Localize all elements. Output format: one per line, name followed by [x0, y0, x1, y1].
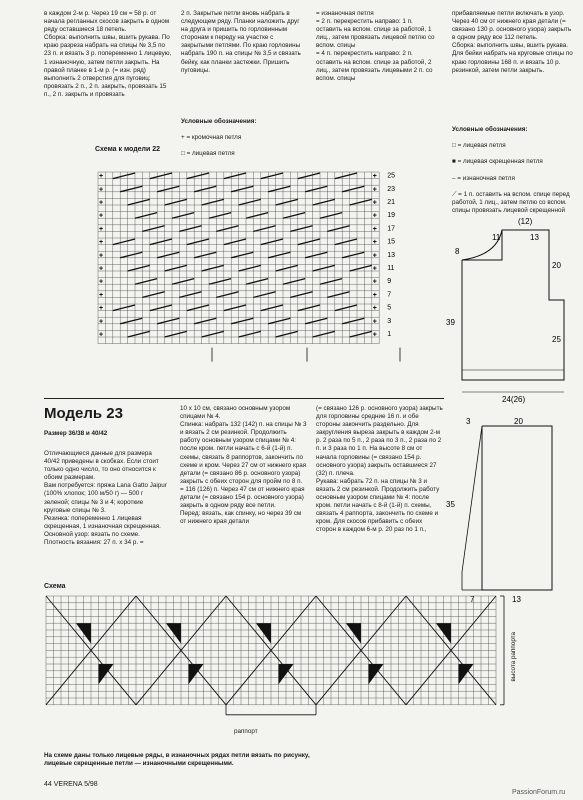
section-rule: [44, 398, 444, 399]
text-column-3: = изнаночная петля = 2 п. перекрестить направо: 1 п. оставить на вспом. спице за работой, 1 лиц., затем провязать лицевой петлю со вспом. спицы = 4 п. перекрестить направо: 2 п. оставить на вспом. спице за работой, 2 лиц., затем провязать лицевыми 2 п. со вспом. спицы: [316, 10, 435, 82]
legend-top-item: + = кромочная петля: [181, 134, 242, 142]
cable-stroke: [165, 199, 187, 205]
model23-column-3: (= связано 126 р. основного узора) закрыть для горловины средние 16 п. и обе стороны закончить раздельно. Для закругления выреза закрыть в каждом 2-м р. 2 раза по 5 п., 2 раза по 3 п., 2 раза по 2 п. и 3 раза по 1 п. На высоте 8 см от начала горловины (= связано 154 р. основного узора) закрыть оставшиеся 27 (32) п. плеча. Рукава: набрать 72 п. на спицы № 3 и вязать 2 см резинкой. Продолжить работу основным узором спицами № 4: после кром. петли начать с 8-й (1-й) п. схемы, связать 4 раппорта, закончить по схеме и кром. Для скосов прибавить с обеих сторон в каждом 6-м р. 20 раз по 1 п.,: [316, 405, 443, 534]
cable-stroke: [313, 199, 335, 205]
cable-stroke: [320, 279, 342, 285]
cable-stroke: [216, 226, 238, 232]
legend-right-item: – = изнаночная петля: [452, 174, 515, 182]
cable-stroke: [113, 173, 135, 179]
cable-stroke: [194, 252, 216, 258]
cable-stroke: [268, 252, 290, 258]
cable-stroke: [128, 265, 150, 271]
edge-stitch-mark: +: [372, 225, 377, 233]
legend-right-item: ■ = лицевая скрещенная петля: [452, 158, 543, 166]
edge-stitch-mark: +: [372, 173, 377, 181]
cable-stroke: [342, 252, 364, 258]
edge-stitch-mark: +: [99, 173, 104, 181]
cable-stroke: [209, 213, 231, 219]
scheme22-title: Схема к модели 22: [95, 146, 161, 153]
edge-stitch-mark: +: [372, 265, 377, 273]
cable-stroke: [261, 305, 283, 311]
cable-stroke: [327, 292, 349, 298]
text-column-4: прибавляемые петли включать в узор. Через 40 см от нижнего края детали (= связано 130 р. основного узора) закрыть в одном ряду все 112 петель. Сборка: выполнить швы, вшить рукава. Для бейки набрать на круговые спицы по краю горловины 168 п. и вязать 10 р. резинкой, затем петли закрыть.: [452, 10, 573, 74]
edge-stitch-mark: +: [372, 199, 377, 207]
edge-stitch-mark: +: [99, 252, 104, 260]
cable-stroke: [239, 265, 261, 271]
model23-column-1: Отличающиеся данные для размера 40/42 приведены в скобках. Если стоит только одно число, то оно относится к обоим размерам. Вам потребуется: пряжа Lana Gatto Jaipur (100% хлопок; 100 м/50 г) — 500 г зеленой; спицы № 3 и 4; короткие круговые спицы № 3. Резинка: попеременно 1 лицевая скрещенная, 1 изнаночная скрещенная. Основной узор: вязать по схеме. Плотность вязания: 27 п. х 34 р. =: [44, 450, 167, 547]
scheme23-chart: [44, 594, 524, 714]
edge-stitch-mark: +: [99, 212, 104, 220]
cable-stroke: [128, 199, 150, 205]
cable-stroke: [268, 318, 290, 324]
cable-stroke: [194, 186, 216, 192]
cable-stroke: [253, 226, 275, 232]
cable-stroke: [224, 173, 246, 179]
row-number: 3: [387, 317, 392, 325]
cable-stroke: [239, 199, 261, 205]
edge-stitch-mark: +: [99, 318, 104, 326]
dim-sleeve-a: 3: [466, 417, 471, 426]
cable-stroke: [231, 318, 253, 324]
cable-stroke: [298, 173, 320, 179]
row-number: 13: [387, 251, 395, 259]
legend-right-title: Условные обозначения:: [452, 126, 528, 134]
cable-stroke: [350, 265, 372, 271]
cable-stroke: [113, 305, 135, 311]
cable-stroke: [165, 331, 187, 337]
legend-right-item: □ = лицевая петля: [452, 142, 506, 150]
text-column-2: 2 п. Закрытые петли вновь набрать в следующем ряду. Планки наложить друг на друга и пришить по горловинным сторонам к переду на участке с закрытыми петлями. По краю горловины набрать 190 п. на спицы № 3,5 и связать бейку, как планки застежки. Пришить пуговицы.: [181, 10, 301, 74]
model23-size: Размер 36/38 и 40/42: [44, 430, 108, 437]
edge-stitch-mark: +: [372, 239, 377, 247]
cable-stroke: [350, 199, 372, 205]
scheme-note: На схеме даны только лицевые ряды, в изнаночных рядах петли вязать по рисунку, лицевые скрещенные петли — изнаночными скрещенными.: [44, 752, 310, 768]
dim-sleeve-b: 20: [514, 417, 523, 426]
cable-stroke: [276, 199, 298, 205]
cable-stroke: [350, 331, 372, 337]
dim-sleeve-c: 35: [446, 500, 455, 509]
cable-stroke: [120, 186, 142, 192]
dim-d: 20: [552, 261, 561, 270]
cable-stroke: [283, 279, 305, 285]
cable-stroke: [135, 279, 157, 285]
cable-stroke: [202, 331, 224, 337]
row-number: 21: [387, 199, 395, 206]
model23-title: Модель 23: [44, 405, 123, 422]
cable-stroke: [231, 186, 253, 192]
edge-stitch-mark: +: [99, 239, 104, 247]
cable-stroke: [335, 239, 357, 245]
edge-stitch-mark: +: [372, 252, 377, 260]
legend-top-title: Условные обозначения:: [181, 118, 257, 126]
cable-stroke: [261, 239, 283, 245]
cable-stroke: [165, 265, 187, 271]
edge-stitch-mark: +: [99, 265, 104, 273]
cable-stroke: [298, 305, 320, 311]
row-number: 23: [387, 185, 395, 193]
cable-stroke: [335, 305, 357, 311]
cable-stroke: [246, 213, 268, 219]
edge-stitch-mark: +: [372, 318, 377, 326]
row-number: 25: [387, 172, 395, 180]
edge-stitch-mark: +: [99, 225, 104, 233]
edge-stitch-mark: +: [99, 186, 104, 194]
cable-stroke: [120, 252, 142, 258]
cable-stroke: [194, 318, 216, 324]
edge-stitch-mark: +: [372, 186, 377, 194]
cable-stroke: [327, 226, 349, 232]
cable-stroke: [157, 318, 179, 324]
edge-stitch-mark: +: [99, 305, 104, 313]
cable-stroke: [224, 239, 246, 245]
text-column-1: в каждом 2-м р. Через 19 см = 58 р. от начала регланных скосов закрыть в одном ряду оставшиеся 18 петель. Сборка: выполнить швы, вшить рукава. По краю разреза набрать на спицы № 3,5 по 23 п. и вязать 3 р. попеременно 1 лицевую, 1 изнаночную, затем петли закрыть. На правой планке в 1-м р. (= изн. ряд) выполнить 2 отверстия для пуговиц: провязать 2 п., 2 п. закрыть, провязать 15 п., 2 п. закрыть и провязать: [44, 10, 172, 98]
dim-f: 25: [552, 335, 561, 344]
cable-stroke: [157, 252, 179, 258]
rapport-height-label: высота раппорта: [510, 632, 517, 682]
cable-stroke: [135, 213, 157, 219]
row-number: 5: [387, 304, 392, 312]
cable-stroke: [320, 213, 342, 219]
legend-right: [452, 118, 574, 223]
cable-stroke: [305, 186, 327, 192]
cable-stroke: [224, 305, 246, 311]
page-footer: 44 VERENA 5/98: [44, 781, 98, 788]
cable-stroke: [202, 265, 224, 271]
cable-stroke: [276, 331, 298, 337]
watermark: PassionForum.ru: [512, 789, 566, 796]
edge-stitch-mark: +: [372, 291, 377, 299]
cable-stroke: [239, 331, 261, 337]
cable-stroke: [150, 305, 172, 311]
row-number: 9: [387, 278, 392, 286]
cable-stroke: [216, 292, 238, 298]
legend-top: [181, 110, 301, 167]
row-number: 15: [387, 238, 395, 246]
cable-stroke: [202, 199, 224, 205]
dim-sleeve-e: 13: [512, 595, 521, 604]
edge-stitch-mark: +: [99, 331, 104, 339]
edge-stitch-mark: +: [99, 291, 104, 299]
cable-stroke: [187, 239, 209, 245]
cable-stroke: [261, 173, 283, 179]
cable-stroke: [157, 186, 179, 192]
cable-stroke: [179, 292, 201, 298]
row-number: 19: [387, 212, 395, 220]
cable-stroke: [179, 226, 201, 232]
scheme23-title: Схема: [44, 583, 66, 590]
cable-stroke: [187, 173, 209, 179]
row-number: 17: [387, 225, 395, 233]
cable-stroke: [172, 213, 194, 219]
row-number: 7: [387, 291, 392, 299]
edge-stitch-mark: +: [372, 331, 377, 339]
cable-stroke: [209, 279, 231, 285]
edge-stitch-mark: +: [99, 278, 104, 286]
cable-stroke: [305, 252, 327, 258]
cable-stroke: [231, 252, 253, 258]
edge-stitch-mark: +: [372, 212, 377, 220]
cable-stroke: [290, 292, 312, 298]
scheme22-chart: [94, 170, 404, 370]
edge-stitch-mark: +: [372, 305, 377, 313]
edge-stitch-mark: +: [99, 199, 104, 207]
cable-stroke: [305, 318, 327, 324]
cable-stroke: [120, 318, 142, 324]
rapport-label: раппорт: [234, 728, 258, 735]
cable-stroke: [172, 279, 194, 285]
cable-stroke: [253, 292, 275, 298]
cable-stroke: [268, 186, 290, 192]
dim-g: 24(26): [502, 395, 526, 404]
dim-top: (12): [518, 217, 533, 226]
cable-stroke: [142, 226, 164, 232]
legend-top-item: □ = лицевая петля: [181, 150, 235, 158]
cable-stroke: [128, 331, 150, 337]
cable-stroke: [342, 318, 364, 324]
cable-stroke: [150, 239, 172, 245]
cable-stroke: [313, 265, 335, 271]
model23-column-2: 10 х 10 см, связано основным узором спицами № 4. Спинка: набрать 132 (142) п. на спицы № 3 и вязать 2 см резинкой. Продолжить работу основным узором спицами № 4: после кром. петли начать с 6-й (1-й) п. схемы, связать 8 раппортов, закончить по схеме и кром. Через 27 см от нижнего края детали (= связано 86 р. основного узора) закрыть с обеих сторон для пройм по 8 п. = 116 (126) п. Через 47 см от нижнего края детали (= связано 154 р. основного узора) закрыть в одном ряду все петли. Перед: вязать, как спинку, но через 39 см от нижнего края детали: [180, 405, 307, 526]
cable-stroke: [246, 279, 268, 285]
cable-stroke: [313, 331, 335, 337]
pattern-sleeve: [446, 412, 577, 604]
cable-stroke: [142, 292, 164, 298]
dim-a: 11: [492, 233, 501, 242]
cable-stroke: [335, 173, 357, 179]
cable-stroke: [290, 226, 312, 232]
legend-right-item: ⟋ = 1 п. оставить на вспом. спице перед работой, 1 лиц., затем петлю со вспом. спицы провязать лицевой скрещенной: [452, 190, 570, 215]
dim-e: 39: [446, 318, 455, 327]
cable-stroke: [150, 173, 172, 179]
cable-stroke: [113, 239, 135, 245]
dim-b: 13: [530, 233, 539, 242]
dim-c: 8: [455, 247, 460, 256]
edge-stitch-mark: +: [372, 278, 377, 286]
cable-stroke: [342, 186, 364, 192]
row-number: 11: [387, 265, 395, 272]
cable-stroke: [187, 305, 209, 311]
row-number: 1: [387, 331, 392, 338]
cable-stroke: [276, 265, 298, 271]
dim-sleeve-d: 7: [470, 595, 475, 604]
cable-stroke: [298, 239, 320, 245]
pattern-front: [446, 210, 577, 405]
cable-stroke: [283, 213, 305, 219]
